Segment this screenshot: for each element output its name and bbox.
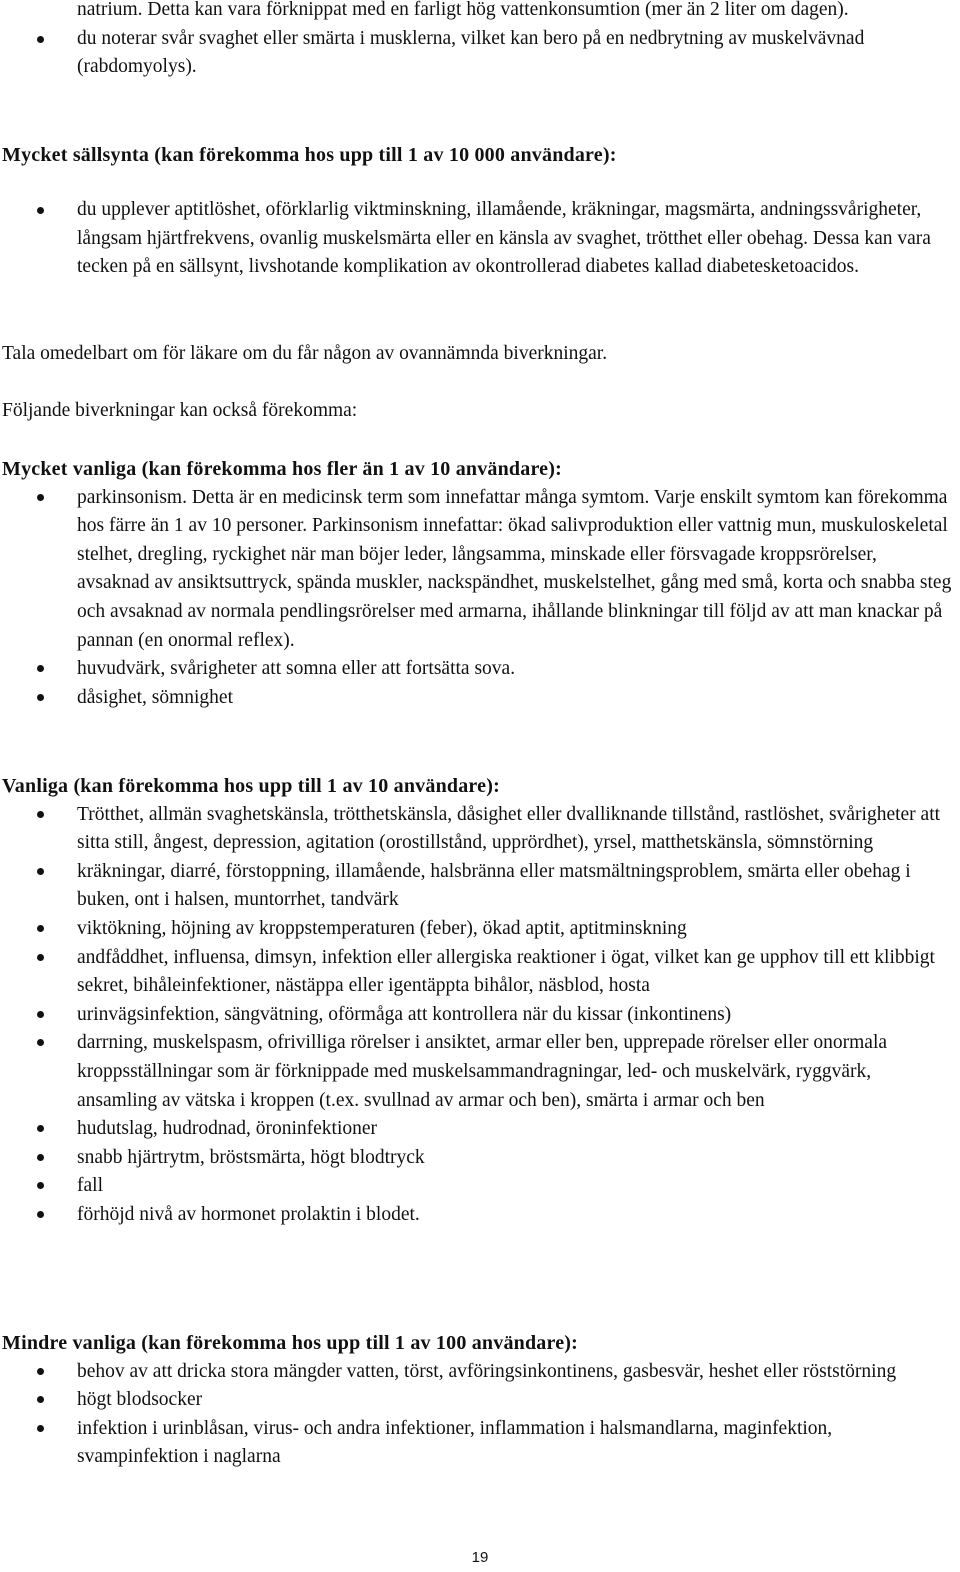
list-item [0,655,960,684]
bullet-icon [37,1368,44,1375]
section-heading-very-rare: Mycket sällsynta (kan förekomma hos upp till 1 av 10 000 användare): [2,144,617,166]
paragraph-text: Följande biverkningar kan också förekomma: [2,400,358,421]
list-item-text: högt blodsocker [77,1389,203,1411]
bullet-icon [37,925,44,932]
list-item [0,915,960,944]
bullet-icon [37,1011,44,1018]
bullet-icon [37,207,44,214]
list-item-text: du noterar svår svaghet eller smärta i musklerna, vilket kan bero på en nedbrytning av muskelvävnad (rabdomyolys). [77,27,865,78]
bullet-icon [37,494,44,501]
list-item [0,1029,960,1115]
list-item-text: andfåddhet, influensa, dimsyn, infektion eller allergiska reaktioner i ögat, vilket kan ge upphov till ett klibbigt sekret, bihåleinfektioner, nästäppa eller igentäppta bihålor, näsblod, hosta [77,946,935,997]
list-item [0,196,960,282]
section-heading-uncommon: Mindre vanliga (kan förekomma hos upp till 1 av 100 användare): [2,1332,578,1354]
section-heading-very-common: Mycket vanliga (kan förekomma hos fler än 1 av 10 användare): [2,458,562,480]
continued-text: natrium. Detta kan vara förknippat med en farligt hög vattenkonsumtion (mer än 2 liter om dagen). [77,0,849,20]
list-item-text: Trötthet, allmän svaghetskänsla, trötthetskänsla, dåsighet eller dvalliknande tillstånd, rastlöshet, svårigheter att sitta still, ångest, depression, agitation (orostillstånd, upprördhet), yrsel, matthetskänsla, sömnstörning [77,803,941,854]
list-item [0,1115,960,1144]
common-section [0,772,960,1230]
bullet-icon [37,1125,44,1132]
list-item [0,944,960,1001]
list-item [0,684,960,713]
bullet-icon [37,665,44,672]
list-item-text: darrning, muskelspasm, ofrivilliga rörelser i ansiktet, armar eller ben, upprepade rörelser eller onormala kroppsställningar som är förknippade med muskelsammandragningar, led- och muskelvärk, ryggvärk, ansamling av vätska i kroppen (t.ex. svullnad av armar och ben), smärta i armar och ben [77,1032,888,1111]
list-item-text: urinvägsinfektion, sängvätning, oförmåga att kontrollera när du kissar (inkontinens) [77,1003,732,1025]
bullet-icon [37,868,44,875]
list-item-text: infektion i urinblåsan, virus- och andra infektioner, inflammation i halsmandlarna, maginfektion, svampinfektion i naglarna [77,1417,833,1468]
bullet-icon [37,1211,44,1218]
section-heading-common: Vanliga (kan förekomma hos upp till 1 av 10 användare): [2,775,500,797]
very-rare-section [0,141,960,170]
intro-section [0,0,960,82]
list-item [0,1358,960,1387]
bullet-icon [37,1425,44,1432]
list-item-text: fall [77,1175,103,1197]
list-item [0,1001,960,1030]
list-item [0,801,960,858]
list-item [0,858,960,915]
list-item [0,484,960,656]
list-item-text: kräkningar, diarré, förstoppning, illamående, halsbränna eller matsmältningsproblem, smärta eller obehag i buken, ont i halsen, muntorrhet, tandvärk [77,860,911,911]
list-item [0,1172,960,1201]
list-item [0,1144,960,1173]
following-paragraph [0,397,960,426]
list-item-text: behov av att dricka stora mängder vatten, törst, avföringsinkontinens, gasbesvär, heshet eller röststörning [77,1360,897,1382]
list-item-text: förhöjd nivå av hormonet prolaktin i blodet. [77,1203,420,1225]
bullet-icon [37,694,44,701]
bullet-icon [37,1182,44,1189]
uncommon-section [0,1329,960,1472]
bullet-icon [37,811,44,818]
list-item-text: dåsighet, sömnighet [77,686,233,708]
bullet-icon [37,1154,44,1161]
paragraph-text: Tala omedelbart om för läkare om du får någon av ovannämnda biverkningar. [2,343,608,364]
list-item-text: viktökning, höjning av kroppstemperaturen (feber), ökad aptit, aptitminskning [77,917,687,939]
page-number: 19 [471,1549,489,1566]
very-rare-list [0,196,960,282]
contact-doctor-paragraph [0,340,960,369]
list-item [0,1386,960,1415]
list-item [0,1201,960,1230]
list-item [0,1415,960,1472]
bullet-icon [37,954,44,961]
bullet-icon [37,1396,44,1403]
bullet-icon [37,36,44,43]
list-item-text: du upplever aptitlöshet, oförklarlig viktminskning, illamående, kräkningar, magsmärta, andningssvårigheter, långsam hjärtfrekvens, ovanlig muskelsmärta eller en känsla av svaghet, trötthet eller obehag. Dessa kan vara tecken på en sällsynt, livshotande komplikation av okontrollerad diabetes kallad diabetesketoacidos. [77,199,931,278]
list-item-text: snabb hjärtrytm, bröstsmärta, högt blodtryck [77,1146,425,1168]
list-item-text: huvudvärk, svårigheter att somna eller att fortsätta sova. [77,658,516,680]
list-item-text: parkinsonism. Detta är en medicinsk term som innefattar många symtom. Varje enskilt symtom kan förekomma hos färre än 1 av 10 personer. Parkinsonism innefattar: ökad salivproduktion eller vattnig mun, muskuloskeletal stelhet, dregling, ryckighet när man böjer leder, långsamma, minskade eller försvagade kroppsrörelser, avsaknad av ansiktsuttryck, spända muskler, nackspändhet, muskelstelhet, gång med små, korta och snabba steg och avsaknad av normala pendlingsrörelser med armarna, ihållande blinkningar till följd av att man knackar på pannan (en onormal reflex). [77,486,952,651]
list-item [0,25,960,82]
list-item-text: hudutslag, hudrodnad, öroninfektioner [77,1118,378,1140]
very-common-section [0,455,960,712]
bullet-icon [37,1039,44,1046]
